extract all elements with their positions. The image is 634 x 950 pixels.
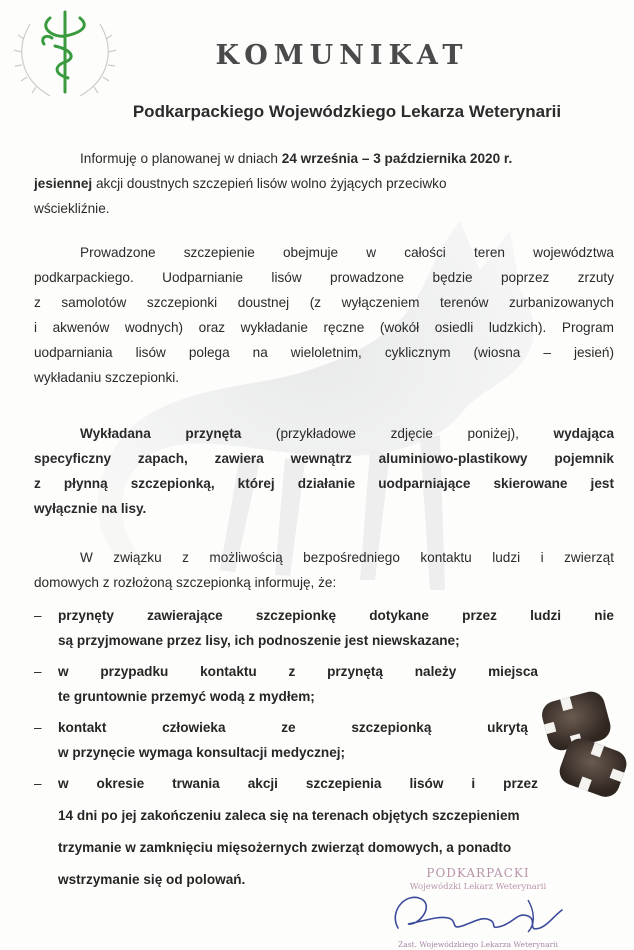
p2-line6: wykładaniu szczepionki. — [34, 370, 180, 385]
p3-photo-note: (przykładowe zdjęcie poniżej), — [241, 426, 554, 441]
list-item-line: te gruntownie przemyć wodą z mydłem; — [58, 689, 315, 704]
word: nie — [594, 608, 614, 623]
list-item-line: w przynęcie wymaga konsultacji medycznej; — [58, 745, 346, 760]
word: przez — [503, 776, 538, 791]
p3-line4: wyłącznie na lisy. — [34, 501, 147, 516]
p1-season: jesiennej — [34, 176, 93, 191]
word: szczepionkę — [255, 608, 337, 623]
list-dash: – — [34, 608, 42, 623]
list-item-line — [58, 659, 538, 684]
p1-line3: wściekliźnie. — [34, 201, 110, 216]
word: przypadku — [100, 664, 169, 679]
word: zawierające — [147, 608, 223, 623]
p1-intro: Informuję o planowanej w dniach — [80, 151, 282, 166]
list-item — [34, 603, 614, 653]
word: szczepionką — [351, 720, 432, 735]
word: ze — [281, 720, 296, 735]
list-item-line — [58, 771, 538, 796]
word: ludzi — [530, 608, 562, 623]
word: w — [58, 776, 69, 791]
document-subtitle: Podkarpackiego Wojewódzkiego Lekarza Weterynarii — [132, 102, 562, 121]
paragraph-announcement — [34, 146, 614, 221]
list-dash: – — [34, 720, 42, 735]
list-item-line: wstrzymanie się od polowań. — [58, 872, 246, 887]
paragraph-contact — [34, 545, 614, 595]
p4-line2: domowych z rozłożoną szczepionką informuję, że: — [34, 575, 337, 590]
word: trwania — [172, 776, 220, 791]
list-item-line — [58, 603, 614, 628]
p2-line2: podkarpackiego. Uodparnianie lisów prowadzone będzie poprzez zrzuty — [34, 270, 614, 285]
paragraph-bait — [34, 421, 614, 521]
word: akcji — [247, 776, 278, 791]
word: człowieka — [162, 720, 226, 735]
list-dash: – — [34, 664, 42, 679]
p2-line1: Prowadzone szczepienie obejmuje w całości teren województwa — [80, 245, 614, 260]
word: dotykane — [369, 608, 429, 623]
word: ukrytą — [487, 720, 528, 735]
list-item — [34, 659, 614, 709]
word: i — [471, 776, 476, 791]
list-item-line: 14 dni po jej zakończeniu zaleca się na terenach objętych szczepieniem — [58, 808, 520, 823]
p3-line2: specyficzny zapach, zawiera wewnątrz aluminiowo-plastikowy pojemnik — [34, 451, 614, 466]
recommendations-list — [34, 603, 614, 892]
p2-line5: uodparniania lisów polega na wieloletnim, cyklicznym (wiosna – jesień) — [34, 345, 614, 360]
word: w — [58, 664, 69, 679]
p2-line3: z samolotów szczepionki doustnej (z wyłączeniem terenów zurbanizowanych — [34, 295, 614, 310]
list-item — [34, 715, 614, 765]
list-item-line: są przyjmowane przez lisy, ich podnoszenie jest niewskazane; — [58, 633, 460, 648]
word: okresie — [96, 776, 145, 791]
document-title: KOMUNIKAT — [215, 40, 469, 71]
word: miejsca — [488, 664, 538, 679]
word: kontakt — [58, 720, 107, 735]
list-item-line — [58, 715, 528, 740]
p3-emitting: wydająca — [553, 426, 615, 441]
stamp-line-1: PODKARPACKI — [426, 866, 530, 880]
stamp-line-2: Wojewódzki Lekarz Weterynarii — [409, 882, 547, 892]
p1-dates: 24 września – 3 października 2020 r. — [281, 151, 513, 166]
word: przez — [462, 608, 497, 623]
word: lisów — [409, 776, 444, 791]
list-item-line: trzymanie w zamknięciu mięsożernych zwierząt domowych, a ponadto — [58, 840, 512, 855]
word: należy — [414, 664, 457, 679]
p1-line2: akcji doustnych szczepień lisów wolno żyjących przeciwko — [92, 176, 447, 191]
p3-bait-label: Wykładana przynęta — [80, 426, 242, 441]
word: szczepienia — [305, 776, 382, 791]
list-dash: – — [34, 776, 42, 791]
word: przynętą — [327, 664, 383, 679]
stamp-line-3: Zast. Wojewódzkiego Lekarza Weterynarii — [398, 940, 558, 949]
paragraph-program — [34, 240, 614, 390]
word: kontaktu — [200, 664, 257, 679]
word: z — [288, 664, 296, 679]
fox-bait-photo-icon — [538, 688, 630, 798]
signature-icon — [378, 880, 578, 940]
p3-line3: z płynną szczepionką, której działanie uodparniające skierowane jest — [34, 476, 614, 491]
word: przynęty — [58, 608, 114, 623]
p2-line4: i akwenów wodnych) oraz wykładanie ręczne (wokół osiedli ludzkich). Program — [34, 320, 614, 335]
p4-line1: W związku z możliwością bezpośredniego kontaktu ludzi i zwierząt — [80, 550, 614, 565]
